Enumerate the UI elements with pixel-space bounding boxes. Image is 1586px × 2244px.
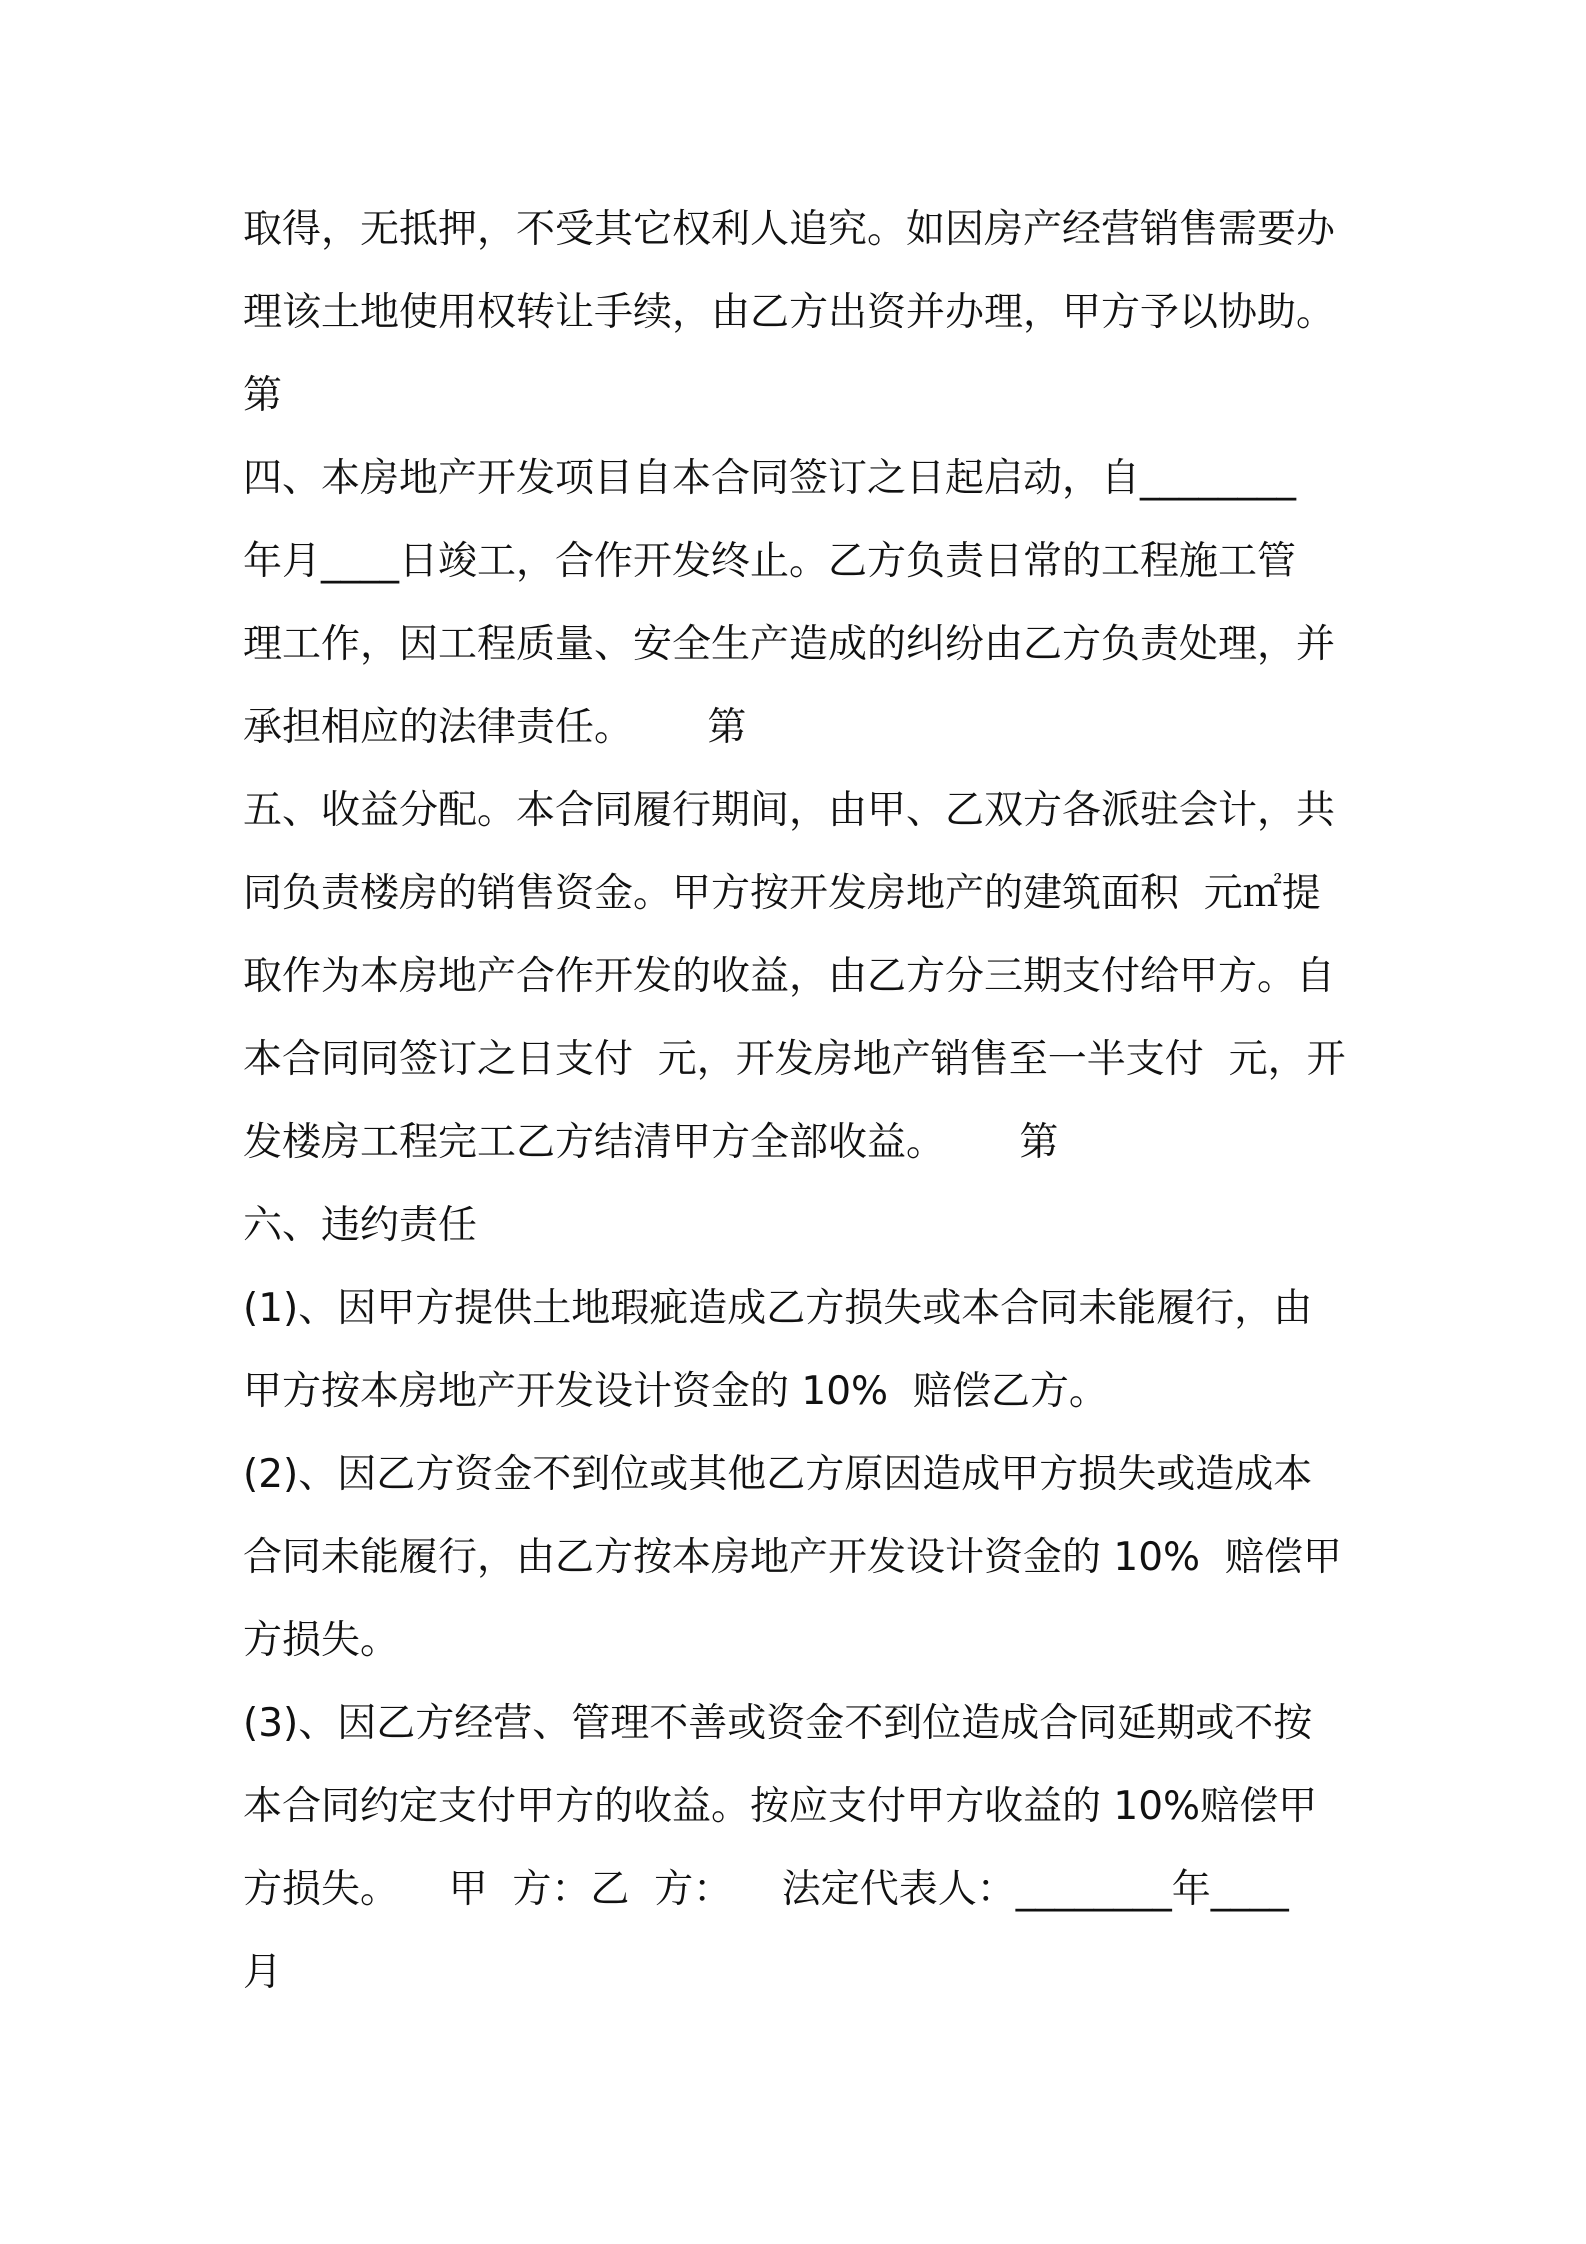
text-line: 五、收益分配。本合同履行期间，由甲、乙双方各派驻会计，共 [243,788,1336,833]
text-line: 第 [243,373,283,418]
text-line: 承担相应的法律责任。 第 [243,705,747,750]
text-line: 月 [243,1950,283,1995]
text-line: 取作为本房地产合作开发的收益，由乙方分三期支付给甲方。自 [243,954,1336,999]
text-line: 方损失。 甲 方：乙 方： 法定代表人：________年____ [243,1867,1289,1912]
document-body [243,200,1363,2026]
text-line: 本合同约定支付甲方的收益。按应支付甲方收益的 10%赔偿甲 [243,1784,1318,1829]
text-line: 六、违约责任 [243,1203,478,1248]
text-line: 发楼房工程完工乙方结清甲方全部收益。 第 [243,1120,1059,1165]
text-line: 合同未能履行，由乙方按本房地产开发设计资金的 10% 赔偿甲 [243,1535,1342,1580]
text-line: 理工作，因工程质量、安全生产造成的纠纷由乙方负责处理，并 [243,622,1336,667]
text-line: 年月____日竣工，合作开发终止。乙方负责日常的工程施工管 [243,539,1297,584]
text-line: 取得，无抵押，不受其它权利人追究。如因房产经营销售需要办 [243,207,1336,252]
text-line: (3)、因乙方经营、管理不善或资金不到位造成合同延期或不按 [243,1701,1313,1746]
text-line: 理该土地使用权转让手续，由乙方出资并办理，甲方予以协助。 [243,290,1336,335]
text-line: 四、本房地产开发项目自本合同签订之日起启动，自________ [243,456,1297,501]
text-line: 方损失。 [243,1618,400,1663]
text-line: 同负责楼房的销售资金。甲方按开发房地产的建筑面积 元㎡提 [243,871,1321,916]
text-line: 甲方按本房地产开发设计资金的 10% 赔偿乙方。 [243,1369,1108,1414]
text-line: (2)、因乙方资金不到位或其他乙方原因造成甲方损失或造成本 [243,1452,1313,1497]
text-line: (1)、因甲方提供土地瑕疵造成乙方损失或本合同未能履行，由 [243,1286,1313,1331]
text-line: 本合同同签订之日支付 元，开发房地产销售至一半支付 元，开 [243,1037,1346,1082]
